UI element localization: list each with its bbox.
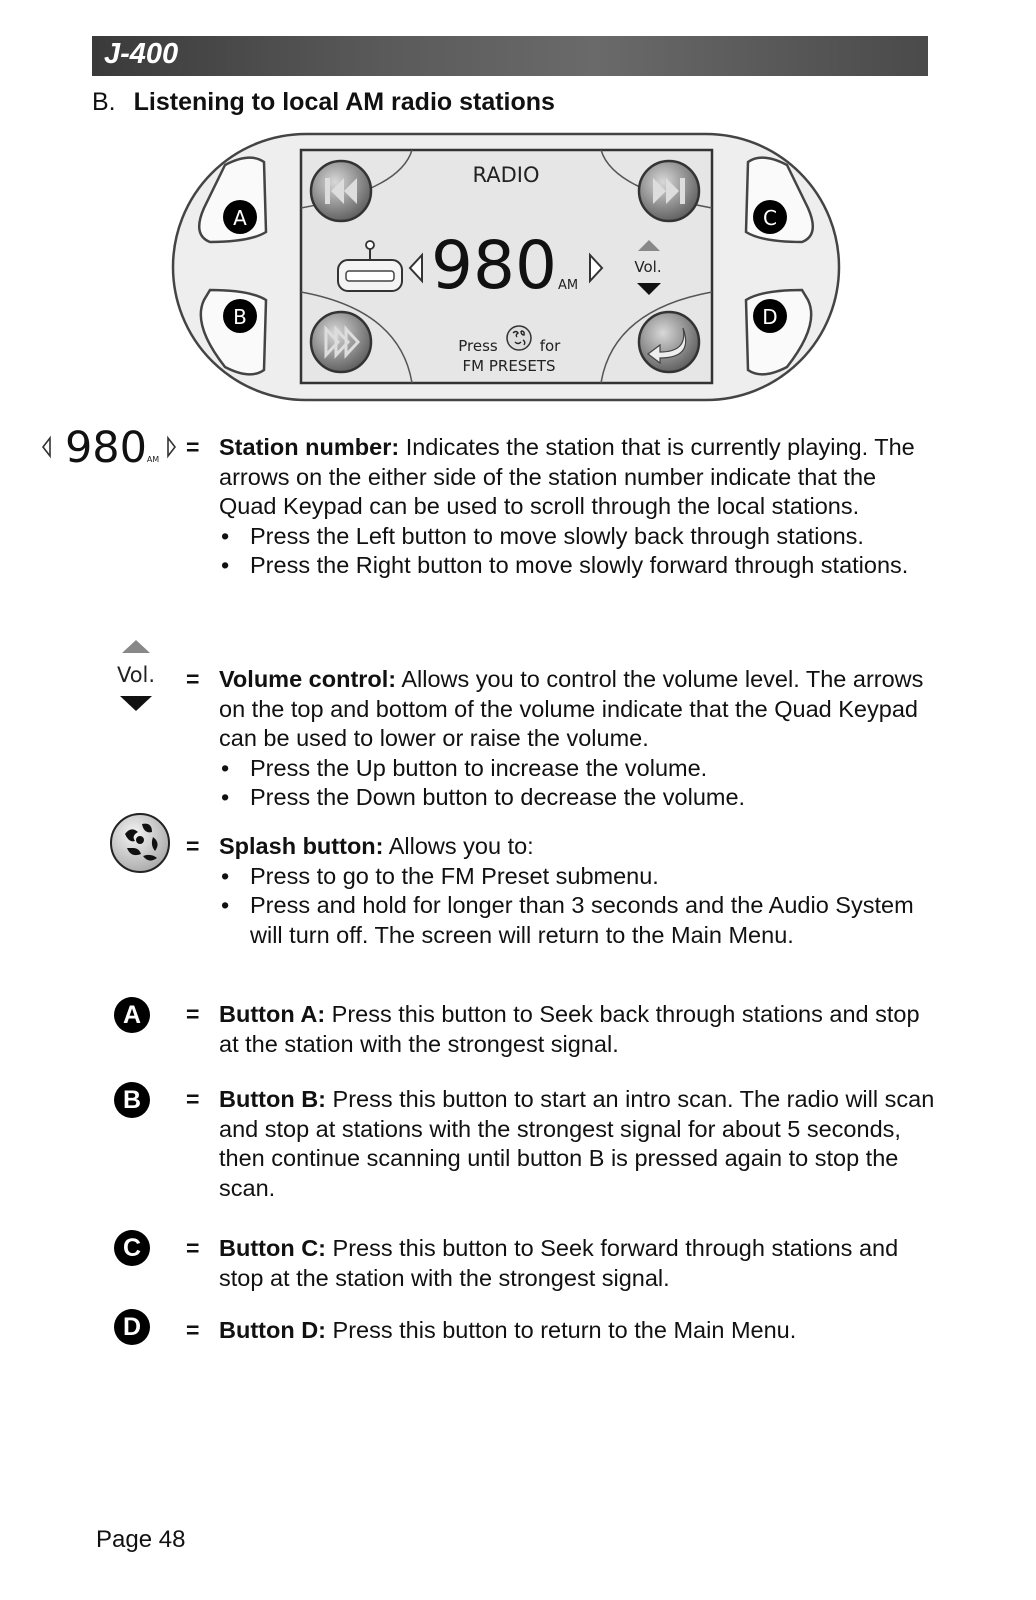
section-heading	[92, 88, 555, 117]
station-icon-number: 980	[64, 423, 148, 470]
station-text: Indicates the station that is currently playing. The arrows on the either side of the station number indicate that the Quad Keypad can be used to scroll through the local stations.	[219, 434, 915, 520]
button-b-label: B	[233, 305, 247, 329]
radio-device-illustration	[170, 130, 850, 405]
hint-press: Press	[458, 337, 498, 355]
screen-volume-label: Vol.	[634, 258, 662, 276]
volume-text: Allows you to control the volume level. The arrows on the top and bottom of the volume indicate that the Quad Keypad can be used to lower or raise the volume.	[219, 666, 924, 752]
button-b-description	[219, 1085, 939, 1203]
button-a-text: Press this button to Seek back through stations and stop at the station with the strongest signal.	[219, 1001, 920, 1057]
button-a-label: A	[233, 206, 247, 230]
volume-bullet: • Press the Down button to decrease the volume.	[219, 783, 939, 813]
volume-description	[219, 665, 939, 813]
station-title: Station number:	[219, 434, 400, 460]
button-d-badge: D	[114, 1309, 150, 1345]
equals-sign: =	[186, 666, 200, 692]
volume-icon	[112, 636, 162, 716]
section-letter: B.	[92, 88, 116, 116]
button-b-title: Button B:	[219, 1086, 327, 1112]
seek-back-icon	[311, 161, 371, 221]
equals-sign: =	[186, 1235, 200, 1261]
station-number-icon	[38, 420, 183, 470]
station-bullet: • Press the Left button to move slowly back through stations.	[219, 522, 939, 552]
page-number: Page 48	[96, 1526, 186, 1553]
station-description	[219, 433, 939, 581]
button-b-text: Press this button to start an intro scan. The radio will scan and stop at stations with the strongest signal for about 5 seconds, then continue scanning until button B is pressed again to stop the scan.	[219, 1086, 935, 1201]
splash-description	[219, 832, 939, 950]
scan-icon	[311, 312, 371, 372]
splash-bullet: • Press to go to the FM Preset submenu.	[219, 862, 939, 892]
button-c-badge: C	[114, 1230, 150, 1266]
screen-frequency: 980	[431, 227, 557, 304]
screen-band: AM	[557, 278, 579, 293]
equals-sign: =	[186, 1086, 200, 1112]
button-c-label: C	[763, 206, 777, 230]
button-b-badge: B	[114, 1082, 150, 1118]
splash-text: Allows you to:	[383, 833, 534, 859]
manual-title: J-400	[104, 38, 179, 70]
volume-title: Volume control:	[219, 666, 397, 692]
volume-bullet: • Press the Up button to increase the volume.	[219, 754, 939, 784]
button-c-text: Press this button to Seek forward through stations and stop at the station with the strongest signal.	[219, 1235, 899, 1291]
equals-sign: =	[186, 434, 200, 460]
button-c-description	[219, 1234, 939, 1293]
hint-presets: FM PRESETS	[462, 357, 556, 375]
button-c[interactable]	[746, 158, 813, 242]
equals-sign: =	[186, 833, 200, 859]
splash-bullet: • Press and hold for longer than 3 seconds and the Audio System will turn off. The screen will return to the Main Menu.	[219, 891, 939, 950]
station-bullet: • Press the Right button to move slowly forward through stations.	[219, 551, 939, 581]
screen-title: RADIO	[472, 163, 540, 187]
button-d-label: D	[762, 305, 778, 329]
seek-forward-icon	[639, 161, 699, 221]
button-a-title: Button A:	[219, 1001, 326, 1027]
header-band	[92, 36, 928, 76]
hint-for: for	[539, 337, 561, 355]
button-a-description	[219, 1000, 939, 1059]
button-a[interactable]	[199, 158, 266, 242]
button-d[interactable]	[746, 290, 811, 374]
splash-button-icon	[109, 812, 171, 874]
splash-title: Splash button:	[219, 833, 384, 859]
splash-icon	[507, 326, 531, 350]
return-icon	[639, 312, 699, 372]
volume-icon-label: Vol.	[116, 663, 156, 687]
button-a-badge: A	[114, 997, 150, 1033]
button-d-title: Button D:	[219, 1317, 327, 1343]
section-title: Listening to local AM radio stations	[133, 88, 555, 116]
station-icon-band: AM	[146, 455, 160, 464]
button-c-title: Button C:	[219, 1235, 327, 1261]
button-d-text: Press this button to return to the Main Menu.	[326, 1317, 797, 1343]
equals-sign: =	[186, 1001, 200, 1027]
button-b[interactable]	[201, 290, 266, 374]
equals-sign: =	[186, 1317, 200, 1343]
button-d-description	[219, 1316, 939, 1346]
